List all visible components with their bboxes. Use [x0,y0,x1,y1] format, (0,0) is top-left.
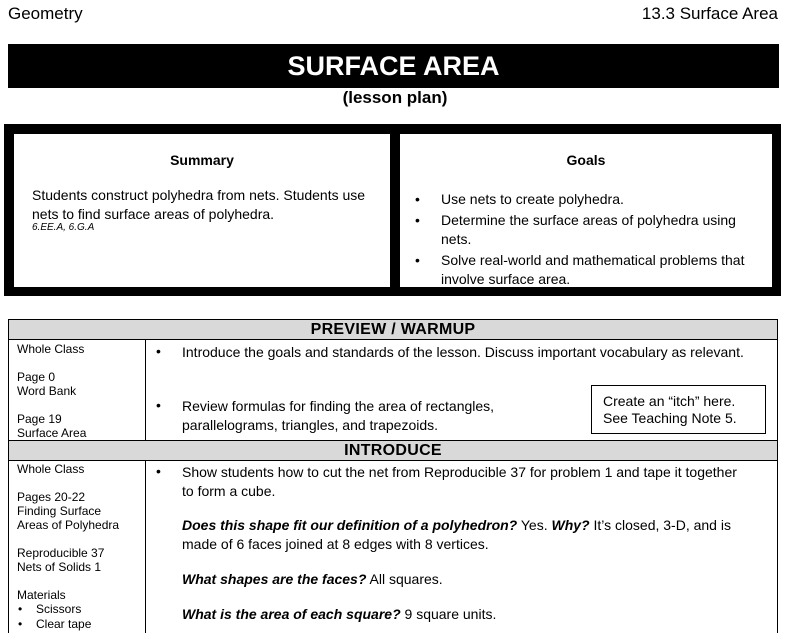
table-left-border [8,461,9,633]
course-name: Geometry [8,4,83,23]
table-left-border [8,340,9,440]
material-item: • Clear tape [17,617,91,632]
preview-heading: PREVIEW / WARMUP [8,319,778,340]
note-line: Create an “itch” here. [603,393,736,409]
introduce-page: Pages 20-22 [17,490,86,504]
answer: All squares. [366,571,443,587]
preview-page-title: Surface Area [17,426,87,440]
question: What is the area of each square? [182,606,401,622]
summary-heading: Summary [170,152,234,168]
qa-item [182,516,752,554]
note-line: See Teaching Note 5. [603,410,737,426]
goal-item: • Use nets to create polyhedra. [410,190,765,209]
materials-label: Materials [17,588,66,602]
qa-item [182,605,752,624]
question: Does this shape fit our definition of a polyhedron? [182,517,518,533]
summary-text: Students construct polyhedra from nets. Students use nets to find surface areas of polyhedra. [32,187,366,222]
summary-goals-frame [4,124,781,296]
qa-item [182,570,752,589]
introduce-bullet: Show students how to cut the net from Reproducible 37 for problem 1 and tape it together to form a cube. [182,464,737,499]
summary-panel [11,131,393,290]
question: What shapes are the faces? [182,571,367,587]
goal-item: • Solve real-world and mathematical problems that involve surface area. [410,251,765,289]
preview-grouping: Whole Class [17,342,85,356]
goals-panel [397,131,775,290]
answer: 9 square units. [400,606,497,622]
table-right-border [777,461,778,633]
introduce-grouping: Whole Class [17,462,85,476]
introduce-heading: INTRODUCE [8,440,778,461]
preview-bullet: Introduce the goals and standards of the lesson. Discuss important vocabulary as relevant. [182,344,744,360]
goals-heading: Goals [566,152,606,168]
column-divider [145,461,146,633]
preview-page-title: Word Bank [17,384,77,398]
answer: Yes. [517,517,552,533]
introduce-page-title: Areas of Polyhedra [17,518,120,532]
preview-page: Page 0 [17,370,56,384]
materials-list [17,602,91,632]
question: Why? [551,517,590,533]
column-divider [145,340,146,440]
answer: It’s closed, 3-D, and is made of 6 faces joined at 8 edges with 8 vertices. [182,517,731,552]
preview-page: Page 19 [17,412,62,426]
bullet-marker: • [156,463,161,479]
page-subtitle: (lesson plan) [342,88,448,107]
preview-bullet: Review formulas for finding the area of rectangles, parallelograms, triangles, and trapezoids. [182,398,495,433]
standards-text: 6.EE.A, 6.G.A [32,222,95,233]
bullet-marker: • [156,343,161,359]
material-item: • Scissors [17,602,91,617]
section-label: 13.3 Surface Area [641,4,778,23]
introduce-page-title: Finding Surface [17,504,102,518]
table-right-border [777,340,778,440]
goal-item: • Determine the surface areas of polyhedra using nets. [410,211,765,249]
goals-list [410,190,765,291]
teaching-note-callout [591,385,766,434]
page-title: SURFACE AREA [8,44,779,88]
bullet-marker: • [156,397,161,413]
introduce-reproducible-title: Nets of Solids 1 [17,560,102,574]
introduce-reproducible: Reproducible 37 [17,546,105,560]
